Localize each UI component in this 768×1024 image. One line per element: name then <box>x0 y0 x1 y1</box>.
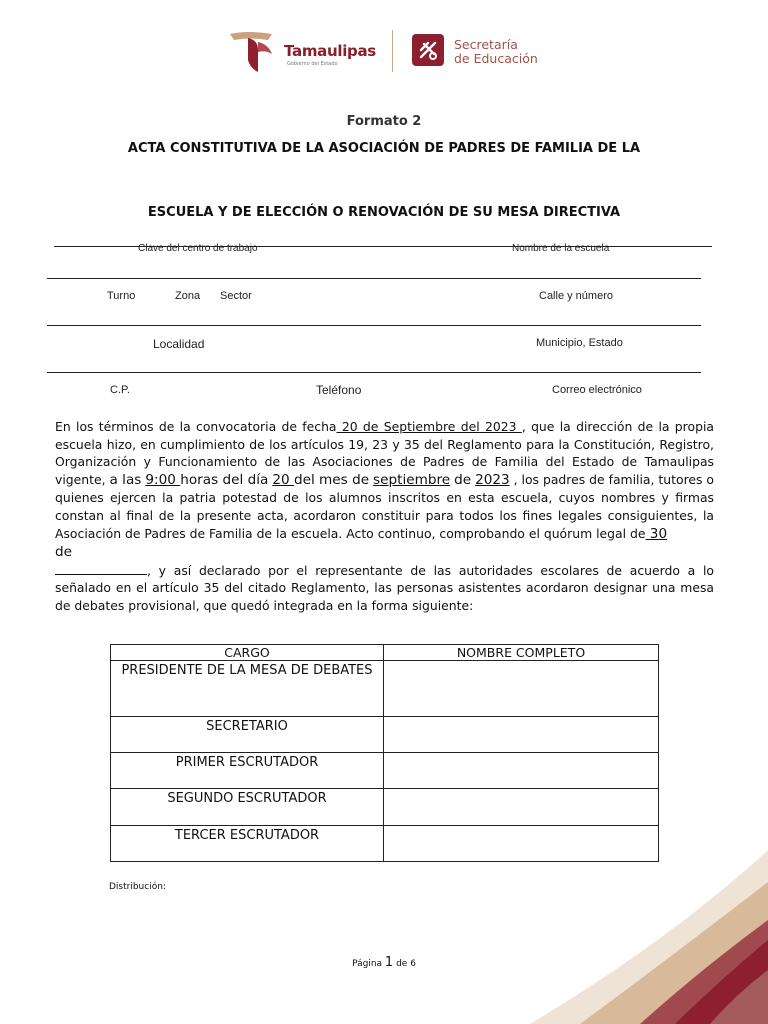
logo-divider <box>392 30 393 72</box>
cargo-cell: PRESIDENTE DE LA MESA DE DEBATES <box>111 661 384 717</box>
header-cargo: CARGO <box>111 645 384 661</box>
cargo-cell: TERCER ESCRUTADOR <box>111 826 384 862</box>
logo-secretaria-line1: Secretaría <box>454 37 518 52</box>
label-calle: Calle y número <box>539 290 613 302</box>
table-header-row <box>111 645 659 661</box>
page-total: de 6 <box>396 959 416 969</box>
field-line <box>47 278 701 279</box>
body-text: a las <box>109 471 142 488</box>
cargo-cell: SECRETARIO <box>111 717 384 753</box>
distribucion-label: Distribución: <box>109 882 166 892</box>
hora-value: 9:00 <box>145 471 181 488</box>
label-zona: Zona <box>175 290 201 302</box>
cargo-cell: PRIMER ESCRUTADOR <box>111 753 384 789</box>
body-text: del mes de <box>293 471 370 488</box>
nombre-cell[interactable] <box>384 661 659 717</box>
page-current: 1 <box>384 955 394 970</box>
fecha-convocatoria: 20 de Septiembre del 2023 <box>336 419 522 434</box>
table-row <box>111 661 659 717</box>
table-row <box>111 753 659 789</box>
document-title-line2: ESCUELA Y DE ELECCIÓN O RENOVACIÓN DE SU MESA DIRECTIVA <box>147 205 621 220</box>
blank-line <box>55 563 147 575</box>
anio-value: 2023 <box>475 471 510 488</box>
acta-body-paragraph <box>55 418 714 615</box>
label-cp: C.P. <box>110 384 130 396</box>
logo-tamaulipas-text: Tamaulipas <box>284 42 376 60</box>
page-label: Página <box>352 959 383 969</box>
nombre-cell[interactable] <box>384 717 659 753</box>
body-text: , que la dirección de la propia escuela hizo, en cumplimiento de los artículos 19, 23 y 35 del Reglamento para la Constitución, Registro, Organización y Funcionamiento de las Asociaciones de Padres de Familia del Estado de Tamaulipas vigente, <box>55 419 714 487</box>
table-row <box>111 717 659 753</box>
label-turno: Turno <box>107 290 136 302</box>
label-municipio: Municipio, Estado <box>536 337 623 349</box>
tamaulipas-emblem-icon <box>228 28 276 74</box>
body-text: de <box>55 544 72 561</box>
education-badge-icon <box>412 34 444 66</box>
label-nombre-escuela: Nombre de la escuela <box>512 243 610 254</box>
nombre-cell[interactable] <box>384 753 659 789</box>
logo-tamaulipas-subtext: Gobierno del Estado <box>287 61 338 67</box>
dia-value: 20 <box>272 471 294 488</box>
label-telefono: Teléfono <box>316 383 362 397</box>
mes-value: septiembre <box>373 471 451 488</box>
body-text: , y así declarado por el representante de las autoridades escolares de acuerdo a lo señalado en el artículo 35 del citado Reglamento, las personas asistentes acordaron designar una mesa de debates provisional, que quedó integrada en la forma siguiente: <box>55 562 714 613</box>
decorative-corner-waves <box>470 820 768 1024</box>
label-sector: Sector <box>220 290 252 302</box>
logo-secretaria-line2: de Educación <box>454 51 538 66</box>
formato-label: Formato 2 <box>346 114 422 129</box>
document-title-line1: ACTA CONSTITUTIVA DE LA ASOCIACIÓN DE PADRES DE FAMILIA DE LA <box>127 141 641 156</box>
body-text: , los padres de familia, tutores o quienes ejercen la patria potestad de los alumnos inscritos en esta escuela, cuyos nombres y firmas constan al final de la presente acta, acordaron constituir para todos los fines legales consiguientes, la Asociación de Padres de Familia de la escuela. Acto continuo, comprobando el quórum legal de <box>55 471 715 541</box>
body-text: horas del día <box>180 471 269 488</box>
tamaulipas-logo <box>228 28 378 74</box>
label-correo: Correo electrónico <box>552 384 642 396</box>
label-clave: Clave del centro de trabajo <box>138 243 258 254</box>
body-text: En los términos de la convocatoria de fecha <box>55 419 337 434</box>
quorum-value: 30 <box>645 525 668 542</box>
body-text: de <box>454 471 472 488</box>
secretaria-educacion-logo <box>412 34 542 68</box>
field-line <box>47 372 701 373</box>
cargo-cell: SEGUNDO ESCRUTADOR <box>111 789 384 826</box>
field-line <box>47 325 701 326</box>
label-localidad: Localidad <box>153 337 205 351</box>
header-nombre: NOMBRE COMPLETO <box>384 645 659 661</box>
